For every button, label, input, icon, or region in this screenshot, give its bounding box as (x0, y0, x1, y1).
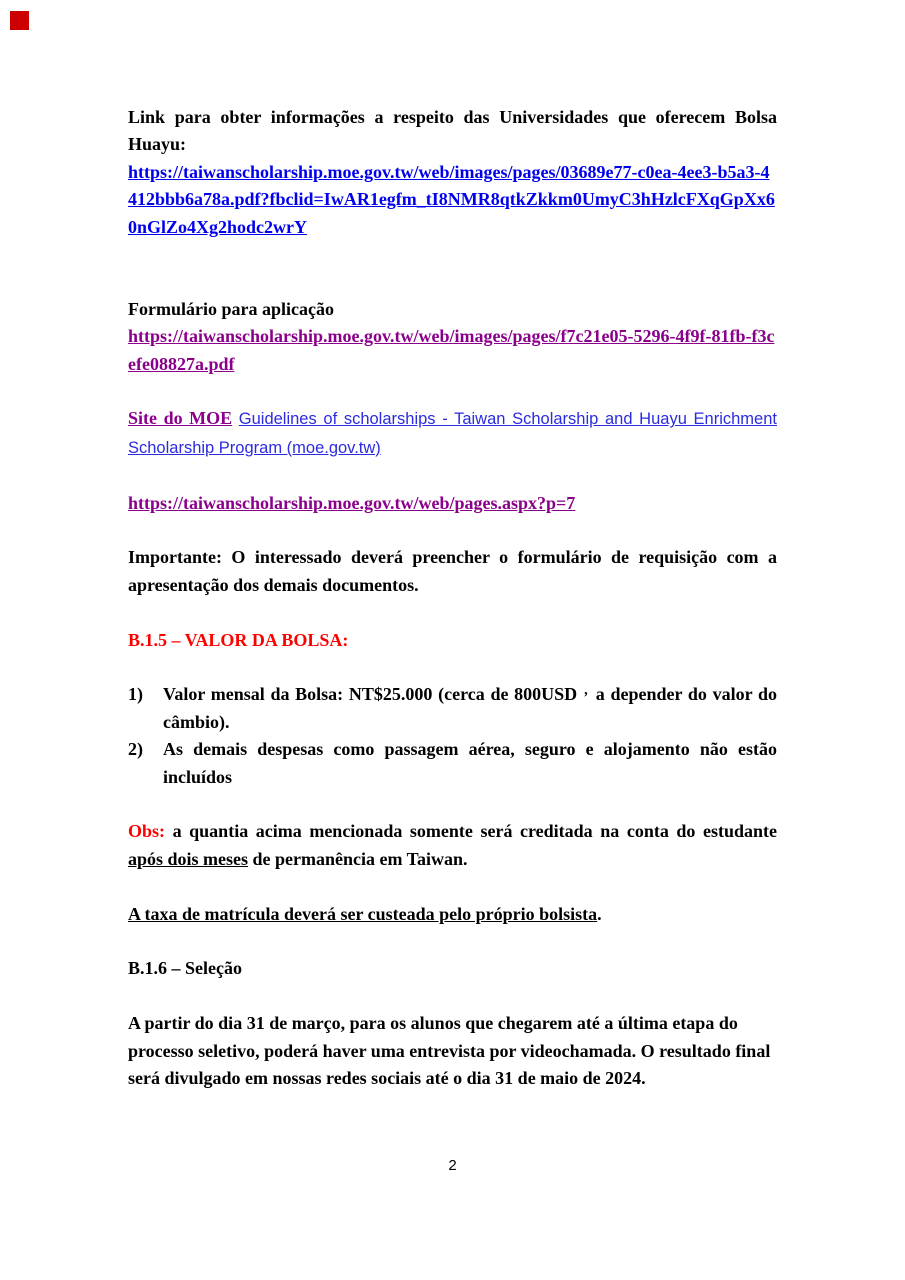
guidelines-link[interactable]: Guidelines of scholarships - Taiwan Scholarship and Huayu Enrichment Scholarship Program (moe.gov.tw) (128, 410, 777, 457)
importante-paragraph: Importante: O interessado deverá preencher o formulário de requisição com a apresentação dos demais documentos. (128, 547, 777, 595)
list-item: 1) Valor mensal da Bolsa: NT$25.000 (cerca de 800USD , a depender do valor do câmbio). (128, 682, 777, 732)
section-heading-b15: B.1.5 – VALOR DA BOLSA: (128, 629, 349, 650)
taxa-paragraph (128, 901, 777, 928)
application-form-link[interactable]: https://taiwanscholarship.moe.gov.tw/web/images/pages/f7c21e05-5296-4f9f-81fb-f3cefe08827a.pdf (128, 326, 775, 374)
obs-paragraph (128, 818, 777, 873)
scholarship-value-list (128, 681, 777, 791)
list-item-text: As demais despesas como passagem aérea, seguro e alojamento não estão incluídos (163, 739, 777, 787)
taxa-underlined-sentence: A taxa de matrícula deverá ser custeada pelo próprio bolsista (128, 903, 598, 924)
obs-text-1: a quantia acima mencionada somente será creditada na conta do estudante (165, 821, 777, 842)
moe-site-paragraph (128, 405, 777, 462)
section-heading-b16: B.1.6 – Seleção (128, 958, 242, 979)
page-number: 2 (448, 1157, 457, 1174)
obs-text-2: de permanência em Taiwan. (248, 848, 468, 869)
selection-paragraph: A partir do dia 31 de março, para os alunos que chegarem até a última etapa do processo seletivo, poderá haver uma entrevista por videochamada. O resultado final será divulgado em nossas redes sociais até o dia 31 de maio de 2024. (128, 1013, 771, 1089)
taxa-period: . (597, 903, 602, 924)
list-item (128, 736, 777, 791)
huayu-intro-paragraph: Link para obter informações a respeito das Universidades que oferecem Bolsa Huayu: (128, 107, 777, 155)
huayu-universities-link[interactable]: https://taiwanscholarship.moe.gov.tw/web/images/pages/03689e77-c0ea-4ee3-b5a3-4412bbb6a78a.pdf?fbclid=IwAR1egfm_tI8NMR8qtkZkkm0UmyC3hHzlcFXqGpXx60nGlZo4Xg2hodc2wrY (128, 161, 775, 237)
moe-site-link[interactable]: Site do MOE (128, 408, 233, 429)
list-item-number: 2) (128, 739, 143, 760)
obs-underlined-phrase: após dois meses (128, 848, 249, 869)
form-label: Formulário para aplicação (128, 298, 334, 319)
moe-pages-link[interactable]: https://taiwanscholarship.moe.gov.tw/web/pages.aspx?p=7 (128, 492, 576, 513)
list-item-text-pre: Valor mensal da Bolsa: NT$25.000 (cerca de 800USD (163, 684, 578, 705)
list-item-text-post: a depender do valor do câmbio). (163, 684, 777, 732)
list-item-number: 1) (128, 684, 143, 705)
obs-label: Obs: (128, 821, 166, 842)
